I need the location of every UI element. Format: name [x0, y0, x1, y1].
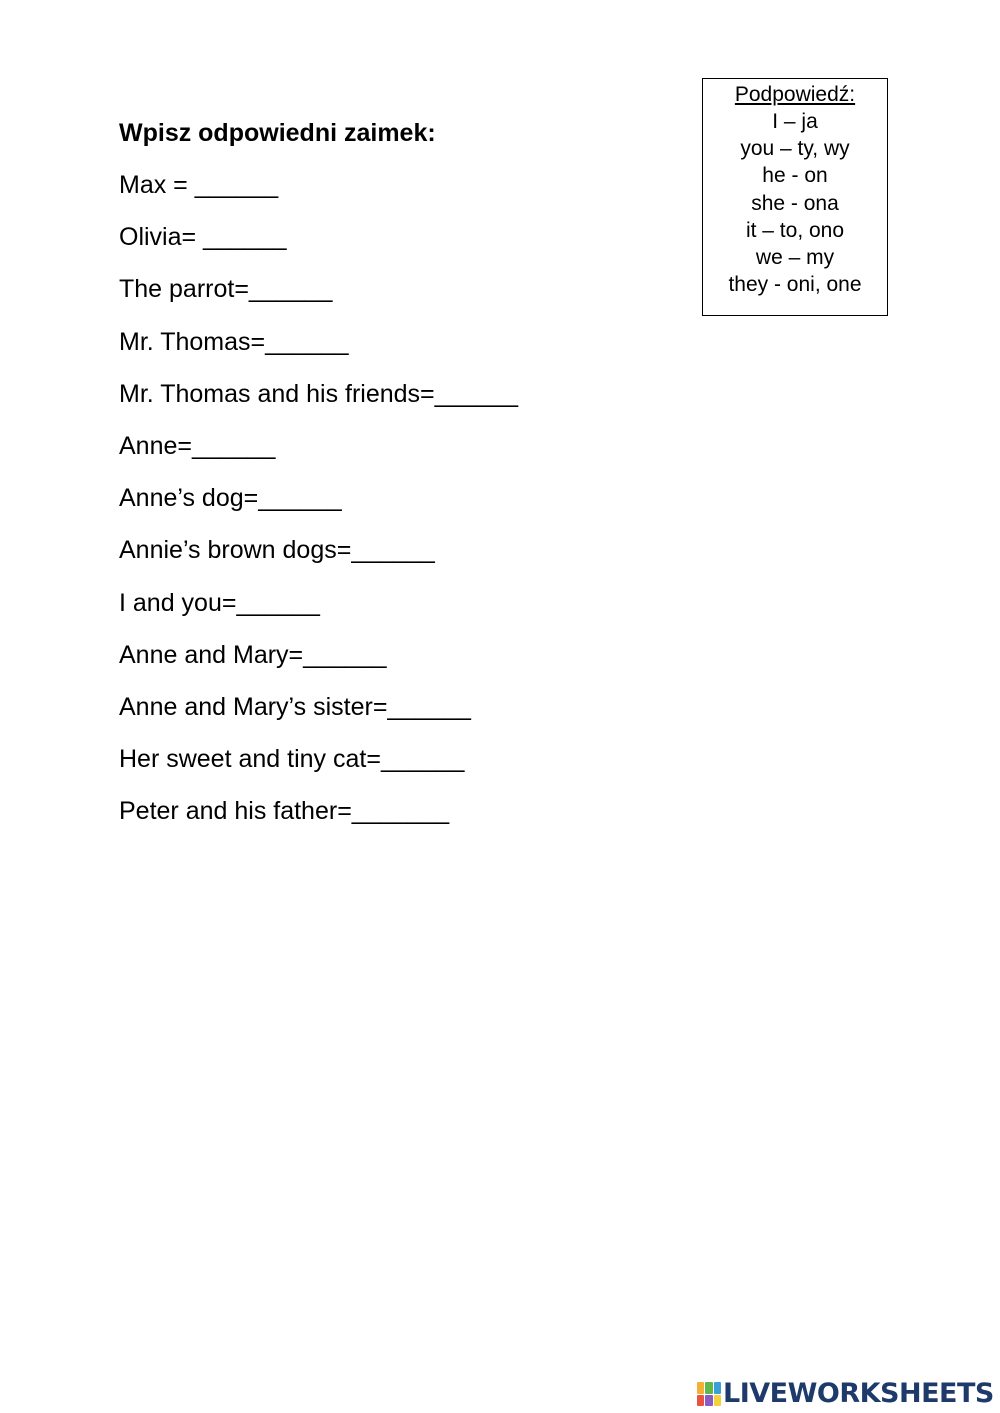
liveworksheets-logo-icon	[697, 1382, 721, 1406]
hint-item: she - ona	[751, 191, 839, 215]
hint-item: you – ty, wy	[740, 137, 850, 161]
exercise-list	[119, 170, 518, 848]
exercise-item: I and you=______	[119, 588, 320, 617]
exercise-item: Mr. Thomas and his friends=______	[119, 379, 519, 408]
hint-item: it – to, ono	[745, 218, 845, 242]
exercise-item: Olivia= ______	[119, 223, 287, 252]
hint-item: they - oni, one	[728, 273, 862, 297]
logo-square	[697, 1382, 704, 1394]
worksheet-title: Wpisz odpowiedni zaimek:	[119, 119, 436, 147]
hint-box	[702, 78, 888, 316]
logo-square	[705, 1395, 712, 1407]
exercise-item: Annie’s brown dogs=______	[119, 536, 435, 565]
hint-item: we – my	[755, 246, 835, 270]
hint-title: Podpowiedź:	[734, 83, 856, 106]
logo-square	[714, 1395, 721, 1407]
exercise-item: The parrot=______	[119, 275, 333, 304]
exercise-item: Her sweet and tiny cat=______	[119, 745, 465, 774]
liveworksheets-logo	[697, 1378, 994, 1410]
exercise-item: Peter and his father=_______	[119, 797, 450, 826]
exercise-item: Anne’s dog=______	[119, 484, 342, 513]
liveworksheets-brand: LIVEWORKSHEETS	[723, 1378, 994, 1409]
exercise-item: Max = ______	[119, 171, 279, 199]
logo-square	[697, 1395, 704, 1407]
hint-item: I – ja	[772, 110, 818, 133]
exercise-item: Mr. Thomas=______	[119, 327, 349, 356]
logo-square	[705, 1382, 712, 1394]
logo-square	[714, 1382, 721, 1394]
hint-item: he - on	[762, 164, 828, 188]
exercise-item: Anne and Mary’s sister=______	[119, 692, 471, 721]
exercise-item: Anne and Mary=______	[119, 640, 387, 669]
exercise-item: Anne=______	[119, 431, 276, 460]
